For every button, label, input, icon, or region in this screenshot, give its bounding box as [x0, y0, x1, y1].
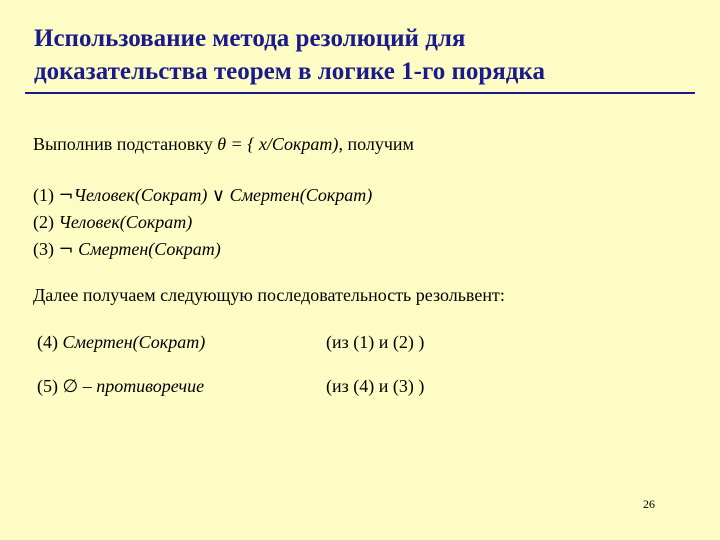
substitution-line — [33, 134, 414, 155]
clause-1 — [33, 185, 372, 206]
clause-3 — [33, 239, 221, 260]
page-title — [34, 22, 694, 88]
title-divider — [25, 92, 695, 94]
substitution-formula: = { x/Сократ) — [226, 134, 339, 154]
clause-text: Смертен(Сократ) — [73, 239, 221, 259]
negation-symbol: ¬ — [58, 185, 74, 206]
resolvent-intro: Далее получаем следующую последовательность резольвент: — [33, 285, 505, 305]
resolvent-number: (5) — [37, 376, 63, 396]
resolvent-4-source: (из (1) и (2) ) — [326, 332, 425, 352]
clause-text-2: Смертен(Сократ) — [225, 185, 373, 205]
clause-number: (3) — [33, 239, 59, 259]
page-number: 26 — [643, 497, 655, 511]
resolvent-number: (4) — [37, 332, 63, 352]
clause-number: (1) — [33, 185, 59, 205]
resolvent-text: – противоречие — [78, 376, 205, 396]
empty-set-icon: ∅ — [62, 376, 79, 397]
clause-text: Человек(Сократ) — [73, 185, 212, 205]
resolvent-5 — [37, 376, 204, 397]
resolvent-text: Смертен(Сократ) — [62, 332, 206, 352]
substitution-suffix: , получим — [338, 134, 414, 154]
clause-number: (2) — [33, 212, 59, 232]
disjunction-symbol: ∨ — [211, 185, 226, 206]
clause-2 — [33, 212, 192, 233]
clause-text: Человек(Сократ) — [58, 212, 193, 232]
theta-symbol: θ — [217, 134, 227, 154]
resolvent-4 — [37, 332, 205, 353]
negation-symbol: ¬ — [58, 239, 74, 260]
resolvent-5-source: (из (4) и (3) ) — [326, 376, 425, 396]
substitution-prefix: Выполнив подстановку — [33, 134, 218, 154]
title-line-2: доказательства теорем в логике 1-го порядка — [34, 58, 545, 85]
title-line-1: Использование метода резолюций для — [34, 25, 466, 52]
